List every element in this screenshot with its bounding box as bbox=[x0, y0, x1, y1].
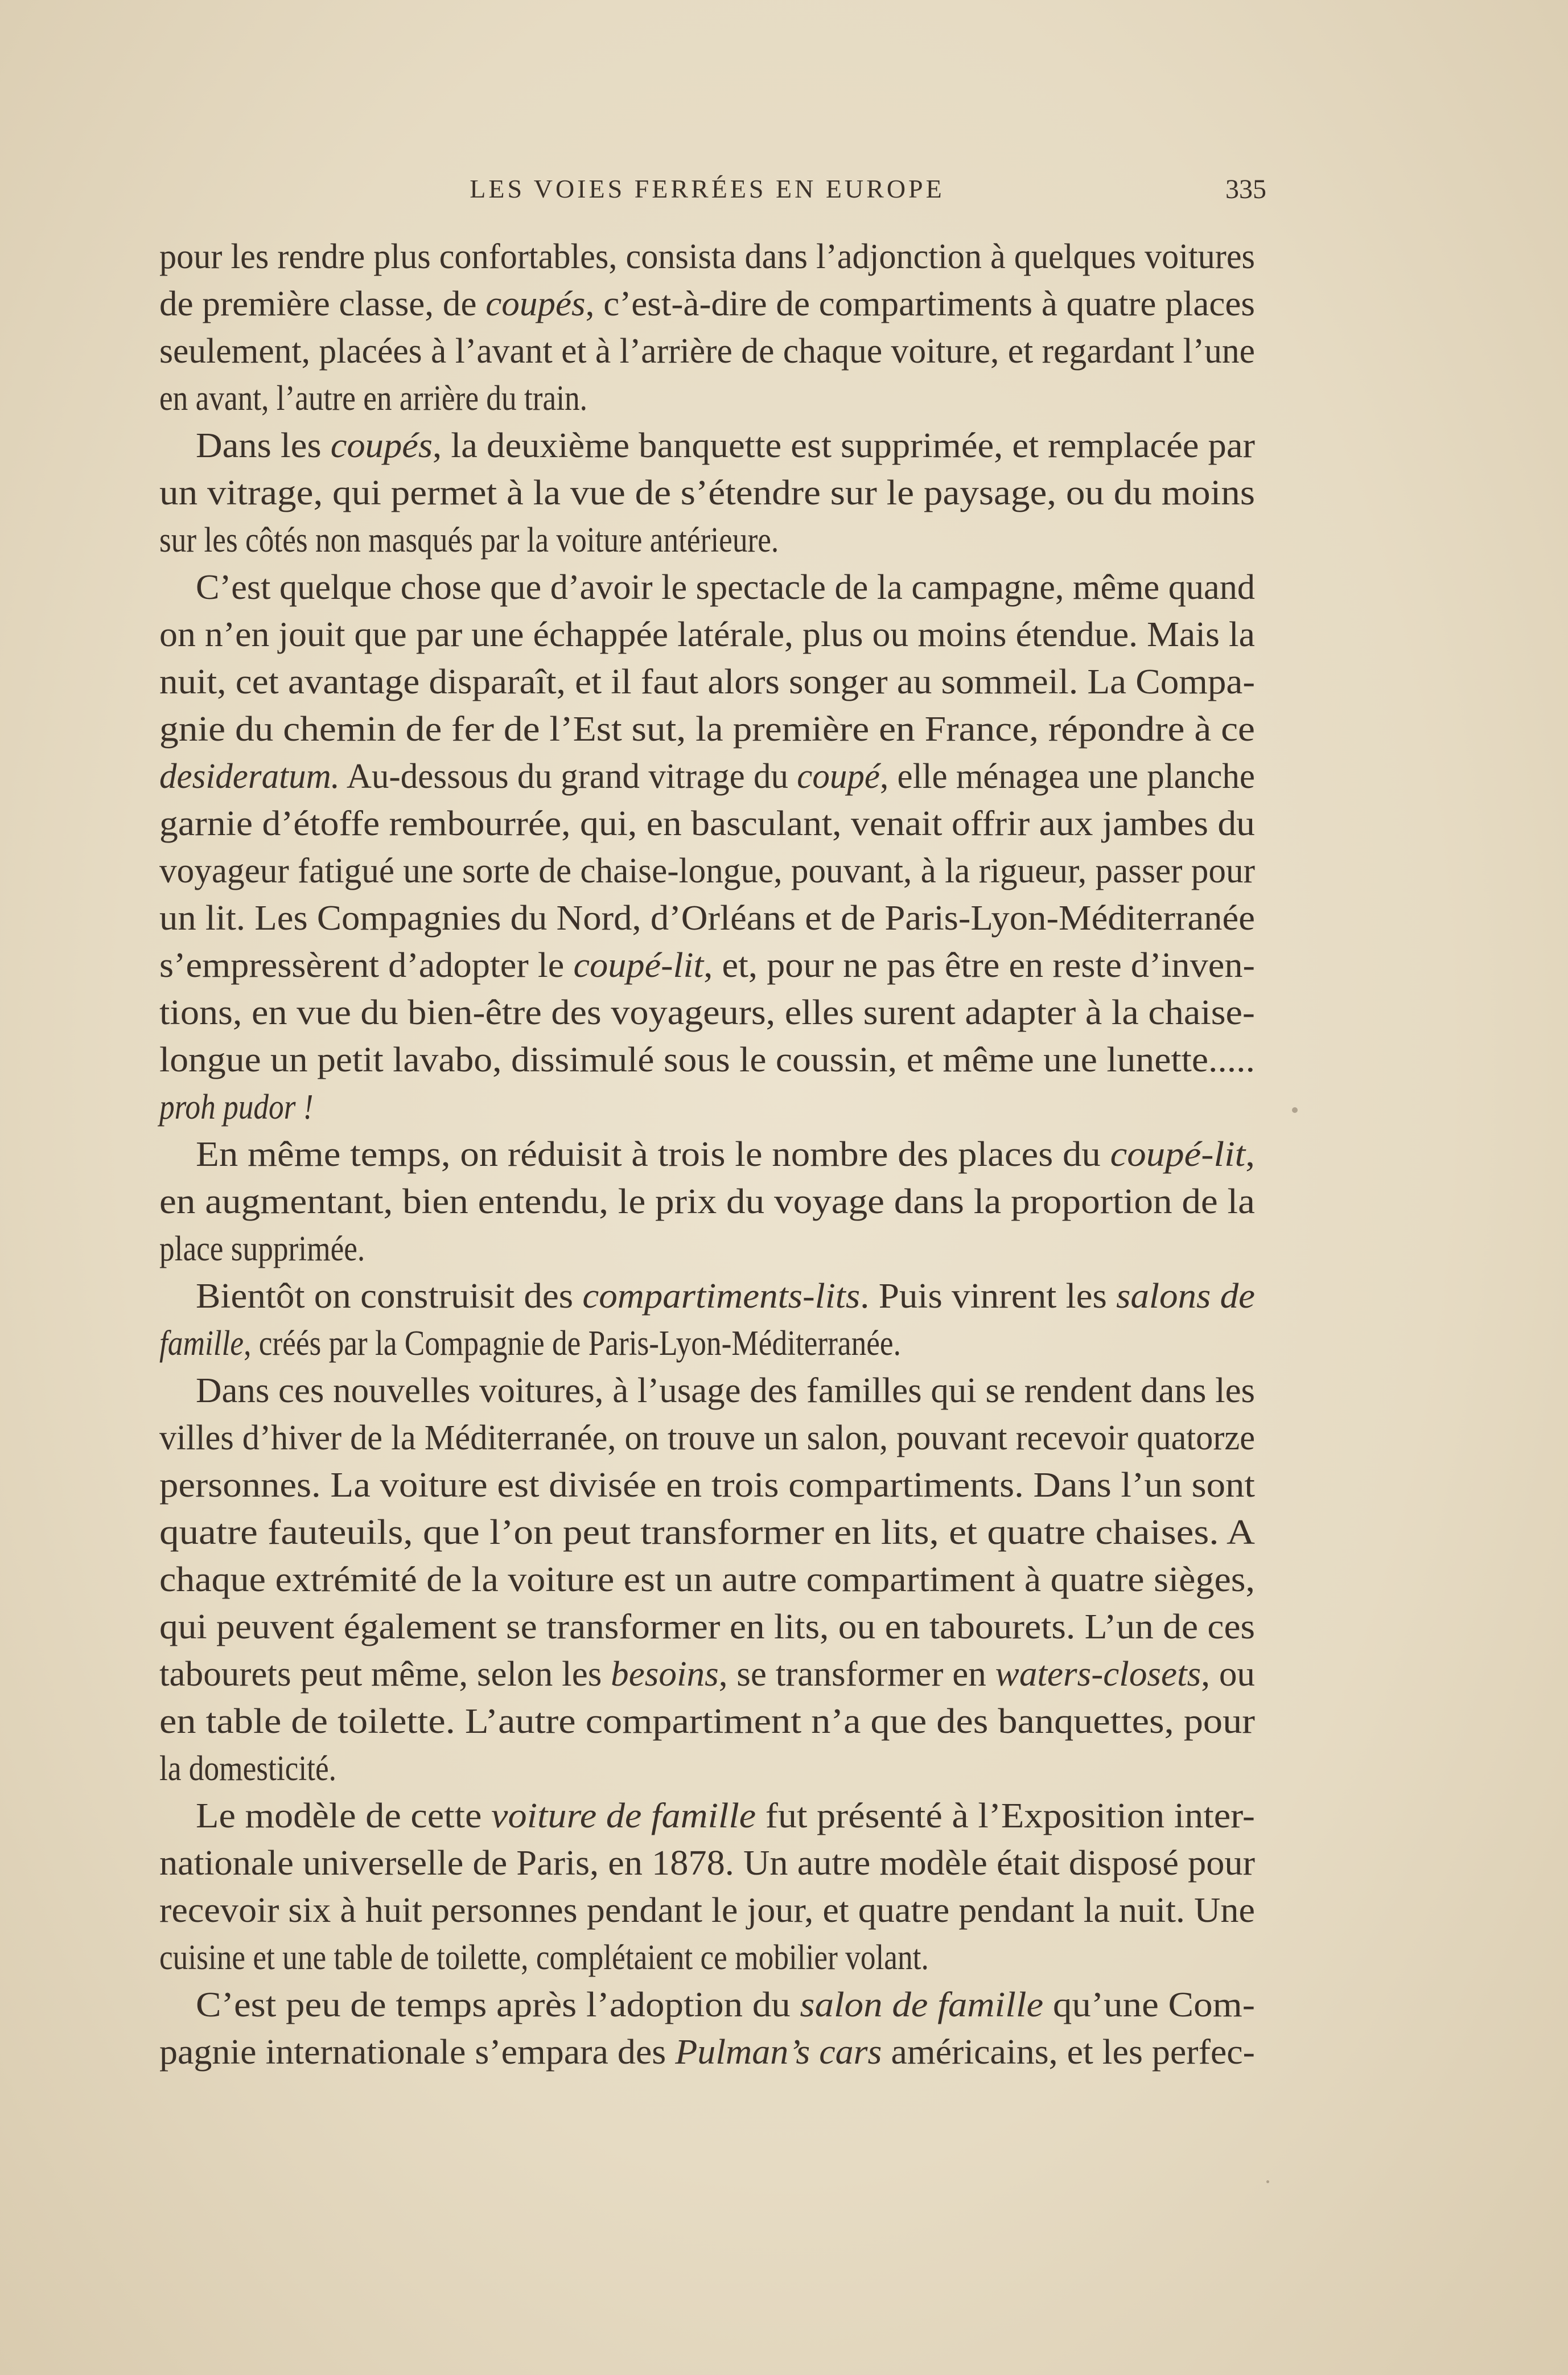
text-line bbox=[159, 1604, 1255, 1651]
text-line bbox=[159, 1084, 1255, 1131]
text-line-content bbox=[159, 470, 1255, 517]
roman-text: , c’est-à-dire de compartiments à quatre places bbox=[585, 285, 1255, 323]
roman-text: chaque extrémité de la voiture est un autre compartiment à quatre sièges, bbox=[159, 1560, 1255, 1599]
text-line-content bbox=[159, 2029, 1255, 2076]
text-line-content bbox=[196, 1367, 1255, 1415]
text-line-content bbox=[159, 1509, 1255, 1556]
text-line-content bbox=[159, 1604, 1255, 1651]
body-text bbox=[159, 233, 1255, 2076]
paragraph bbox=[159, 1273, 1255, 1367]
italic-text: famille bbox=[159, 1324, 244, 1363]
text-line bbox=[159, 706, 1255, 753]
text-line-content bbox=[159, 895, 1255, 942]
text-line bbox=[159, 895, 1255, 942]
paragraph bbox=[159, 564, 1255, 1131]
roman-text: , elle ménagea une planche bbox=[879, 757, 1255, 796]
text-line-content bbox=[159, 1462, 1255, 1509]
text-line bbox=[159, 1178, 1255, 1226]
text-line bbox=[159, 989, 1255, 1037]
text-line bbox=[159, 1273, 1255, 1320]
roman-text: Au-dessous du grand vitrage du bbox=[339, 757, 797, 796]
roman-text: En même temps, on réduisit à trois le nombre des places du bbox=[196, 1135, 1110, 1174]
running-head bbox=[159, 174, 1266, 208]
text-line-content bbox=[159, 1037, 1255, 1084]
paragraph bbox=[159, 1793, 1255, 1982]
italic-text: coupé-lit bbox=[1110, 1135, 1246, 1174]
paragraph bbox=[159, 422, 1255, 564]
text-line-content bbox=[159, 1651, 1255, 1698]
text-line-content bbox=[159, 611, 1255, 659]
roman-text: recevoir six à huit personnes pendant le jour, et quatre pendant la nuit. Une bbox=[159, 1891, 1255, 1930]
italic-text: coupés bbox=[485, 285, 586, 323]
roman-text: Dans ces nouvelles voitures, à l’usage des familles qui se rendent dans les bbox=[196, 1371, 1255, 1410]
page-number: 335 bbox=[1225, 174, 1266, 204]
roman-text: Bientôt on construisit des bbox=[196, 1277, 583, 1316]
italic-text: desideratum. bbox=[159, 757, 340, 796]
text-line-content bbox=[159, 942, 1255, 989]
text-line bbox=[159, 1131, 1255, 1178]
text-line bbox=[159, 1509, 1255, 1556]
italic-text: proh pudor ! bbox=[159, 1088, 314, 1127]
roman-text: la domesticité. bbox=[159, 1749, 336, 1788]
text-line-content bbox=[196, 1982, 1255, 2029]
text-line-content bbox=[159, 233, 1255, 281]
roman-text: , ou bbox=[1201, 1655, 1255, 1694]
roman-text: C’est peu de temps après l’adoption du bbox=[196, 1986, 800, 2024]
text-line bbox=[159, 375, 1255, 422]
text-line-content bbox=[159, 1178, 1255, 1226]
text-line bbox=[159, 1651, 1255, 1698]
roman-text: qu’une Com- bbox=[1043, 1986, 1255, 2024]
text-line bbox=[159, 281, 1255, 328]
paragraph bbox=[159, 1982, 1255, 2076]
text-line bbox=[159, 659, 1255, 706]
text-line bbox=[159, 800, 1255, 848]
text-line-content bbox=[159, 328, 1255, 375]
roman-text: tions, en vue du bien-être des voyageurs, elles surent adapter à la chaise- bbox=[159, 993, 1255, 1032]
text-line bbox=[159, 1840, 1255, 1887]
roman-text: personnes. La voiture est divisée en trois compartiments. Dans l’un sont bbox=[159, 1466, 1255, 1505]
paragraph bbox=[159, 1367, 1255, 1793]
roman-text: voyageur fatigué une sorte de chaise-longue, pouvant, à la rigueur, passer pour bbox=[159, 852, 1255, 890]
text-line-content bbox=[159, 989, 1255, 1037]
italic-text: Pulman’s cars bbox=[675, 2033, 882, 2072]
text-line-content bbox=[159, 1745, 336, 1793]
text-line bbox=[159, 753, 1255, 800]
italic-text: salon de famille bbox=[800, 1986, 1044, 2024]
text-line bbox=[159, 470, 1255, 517]
text-line bbox=[159, 1226, 1255, 1273]
text-line bbox=[159, 328, 1255, 375]
running-head-title: LES VOIES FERRÉES EN EUROPE bbox=[470, 174, 945, 203]
paper-speck bbox=[1266, 2180, 1269, 2183]
text-line-content bbox=[159, 1320, 901, 1367]
roman-text: . Puis vinrent les bbox=[860, 1277, 1117, 1316]
roman-text: seulement, placées à l’avant et à l’arrière de chaque voiture, et regardant l’une bbox=[159, 332, 1255, 371]
roman-text: garnie d’étoffe rembourrée, qui, en basculant, venait offrir aux jambes du bbox=[159, 804, 1255, 843]
roman-text: nuit, cet avantage disparaît, et il faut alors songer au sommeil. La Compa- bbox=[159, 663, 1255, 701]
text-line bbox=[159, 1745, 1255, 1793]
roman-text: , et, pour ne pas être en reste d’inven- bbox=[703, 946, 1255, 985]
roman-text: gnie du chemin de fer de l’Est sut, la première en France, répondre à ce bbox=[159, 710, 1255, 749]
text-line-content bbox=[159, 1556, 1255, 1604]
roman-text: quatre fauteuils, que l’on peut transformer en lits, et quatre chaises. A bbox=[159, 1513, 1255, 1552]
roman-text: , créés par la Compagnie de Paris-Lyon-Méditerranée. bbox=[244, 1324, 901, 1363]
roman-text: tabourets peut même, selon les bbox=[159, 1655, 611, 1694]
text-line bbox=[159, 942, 1255, 989]
text-line bbox=[159, 1887, 1255, 1934]
text-line-content bbox=[159, 1084, 314, 1131]
roman-text: Dans les bbox=[196, 426, 331, 465]
roman-text: C’est quelque chose que d’avoir le spectacle de la campagne, même quand bbox=[196, 568, 1255, 607]
text-line bbox=[159, 1415, 1255, 1462]
text-line bbox=[159, 611, 1255, 659]
roman-text: en table de toilette. L’autre compartiment n’a que des banquettes, pour bbox=[159, 1702, 1255, 1741]
roman-text: américains, et les perfec- bbox=[882, 2033, 1255, 2072]
text-line bbox=[159, 564, 1255, 611]
roman-text: pagnie internationale s’empara des bbox=[159, 2033, 676, 2072]
roman-text: Le modèle de cette bbox=[196, 1797, 492, 1835]
roman-text: , se transformer en bbox=[718, 1655, 995, 1694]
text-line-content bbox=[159, 281, 1255, 328]
roman-text: villes d’hiver de la Méditerranée, on trouve un salon, pouvant recevoir quatorze bbox=[159, 1419, 1255, 1457]
text-line bbox=[159, 2029, 1255, 2076]
text-line-content bbox=[196, 564, 1255, 611]
text-line bbox=[159, 1462, 1255, 1509]
text-line-content bbox=[159, 800, 1255, 848]
italic-text: coupé bbox=[797, 757, 880, 796]
text-line bbox=[159, 1367, 1255, 1415]
roman-text: pour les rendre plus confortables, consista dans l’adjonction à quelques voitures bbox=[159, 237, 1255, 276]
text-line bbox=[159, 1037, 1255, 1084]
roman-text: en avant, l’autre en arrière du train. bbox=[159, 379, 588, 418]
text-line-content bbox=[196, 1131, 1255, 1178]
text-line-content bbox=[159, 375, 587, 422]
text-line bbox=[159, 1982, 1255, 2029]
paper-speck bbox=[1292, 1107, 1298, 1113]
roman-text: un lit. Les Compagnies du Nord, d’Orléans et de Paris-Lyon-Méditerranée bbox=[159, 899, 1255, 938]
text-line bbox=[159, 848, 1255, 895]
italic-text: waters-closets bbox=[995, 1655, 1201, 1694]
roman-text: cuisine et une table de toilette, complétaient ce mobilier volant. bbox=[159, 1938, 929, 1977]
text-line-content bbox=[159, 659, 1255, 706]
roman-text: fut présenté à l’Exposition inter- bbox=[756, 1797, 1255, 1835]
text-line bbox=[159, 1934, 1255, 1982]
text-line-content bbox=[196, 422, 1255, 470]
roman-text: qui peuvent également se transformer en lits, ou en tabourets. L’un de ces bbox=[159, 1608, 1255, 1646]
roman-text: un vitrage, qui permet à la vue de s’étendre sur le paysage, ou du moins bbox=[159, 474, 1255, 512]
italic-text: besoins bbox=[611, 1655, 719, 1694]
text-line-content bbox=[196, 1273, 1255, 1320]
text-line-content bbox=[159, 1698, 1255, 1745]
text-line-content bbox=[159, 1934, 929, 1982]
text-line bbox=[159, 1698, 1255, 1745]
roman-text: en augmentant, bien entendu, le prix du voyage dans la proportion de la bbox=[159, 1182, 1255, 1221]
roman-text: sur les côtés non masqués par la voiture antérieure. bbox=[159, 521, 779, 560]
roman-text: nationale universelle de Paris, en 1878. Un autre modèle était disposé pour bbox=[159, 1844, 1255, 1883]
text-line bbox=[159, 517, 1255, 564]
text-line-content bbox=[159, 848, 1255, 895]
text-line-content bbox=[159, 1887, 1255, 1934]
text-line-content bbox=[159, 517, 779, 564]
text-line bbox=[159, 422, 1255, 470]
text-line-content bbox=[196, 1793, 1255, 1840]
text-line-content bbox=[159, 1415, 1255, 1462]
roman-text: longue un petit lavabo, dissimulé sous le coussin, et même une lunette..... bbox=[159, 1041, 1255, 1079]
text-line-content bbox=[159, 753, 1255, 800]
text-line bbox=[159, 1320, 1255, 1367]
text-line bbox=[159, 1793, 1255, 1840]
roman-text: de première classe, de bbox=[159, 285, 486, 323]
text-line-content bbox=[159, 1840, 1255, 1887]
roman-text: s’empressèrent d’adopter le bbox=[159, 946, 574, 985]
text-line-content bbox=[159, 1226, 365, 1273]
paragraph bbox=[159, 233, 1255, 422]
paragraph bbox=[159, 1131, 1255, 1273]
italic-text: compartiments-lits bbox=[582, 1277, 861, 1316]
text-line-content bbox=[159, 706, 1255, 753]
italic-text: coupé-lit bbox=[573, 946, 704, 985]
italic-text: coupés bbox=[330, 426, 433, 465]
text-line bbox=[159, 233, 1255, 281]
roman-text: place supprimée. bbox=[159, 1230, 365, 1268]
italic-text: salons de bbox=[1116, 1277, 1255, 1316]
roman-text: on n’en jouit que par une échappée latérale, plus ou moins étendue. Mais la bbox=[159, 615, 1255, 654]
roman-text: , bbox=[1245, 1135, 1255, 1174]
text-line bbox=[159, 1556, 1255, 1604]
roman-text: , la deuxième banquette est supprimée, et remplacée par bbox=[433, 426, 1256, 465]
italic-text: voiture de famille bbox=[491, 1797, 756, 1835]
